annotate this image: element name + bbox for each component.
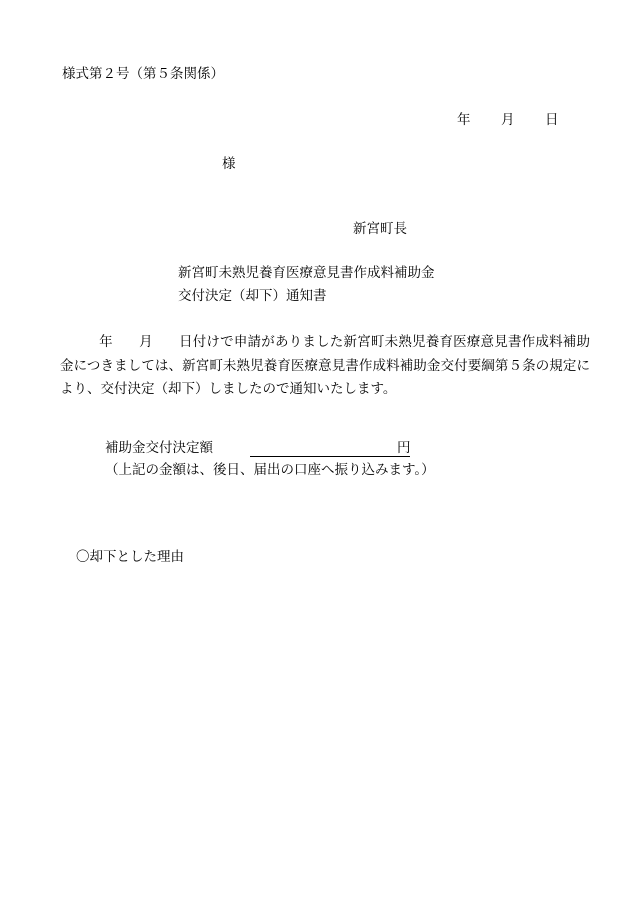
date-year-label: 年: [457, 112, 471, 128]
recipient-honorific: 様: [222, 156, 236, 172]
issuer-name: 新宮町長: [353, 221, 407, 237]
body-year-label: 年: [99, 334, 113, 350]
amount-label: 補助金交付決定額: [105, 440, 213, 456]
amount-note: （上記の金額は、後日、届出の口座へ振り込みます。）: [105, 462, 435, 478]
document-title-line-1: 新宮町未熟児養育医療意見書作成料補助金: [178, 265, 435, 281]
document-title-line-2: 交付決定（却下）通知書: [178, 288, 327, 304]
body-month-label: 月: [138, 334, 153, 350]
date-day-label: 日: [545, 112, 559, 128]
body-paragraph: [60, 331, 590, 402]
form-number: 様式第２号（第５条関係）: [62, 66, 224, 82]
amount-blank-underline: [250, 456, 410, 457]
amount-unit: 円: [397, 440, 411, 456]
body-text: 日付けで申請がありました新宮町未熟児養育医療意見書作成料補助金につきましては、新宮町未熟児養育医療意見書作成料補助金交付要綱第５条の規定により、交付決定（却下）しましたので通知いたします。: [60, 334, 591, 397]
reason-heading: 〇却下とした理由: [76, 549, 184, 565]
date-month-label: 月: [501, 112, 515, 128]
